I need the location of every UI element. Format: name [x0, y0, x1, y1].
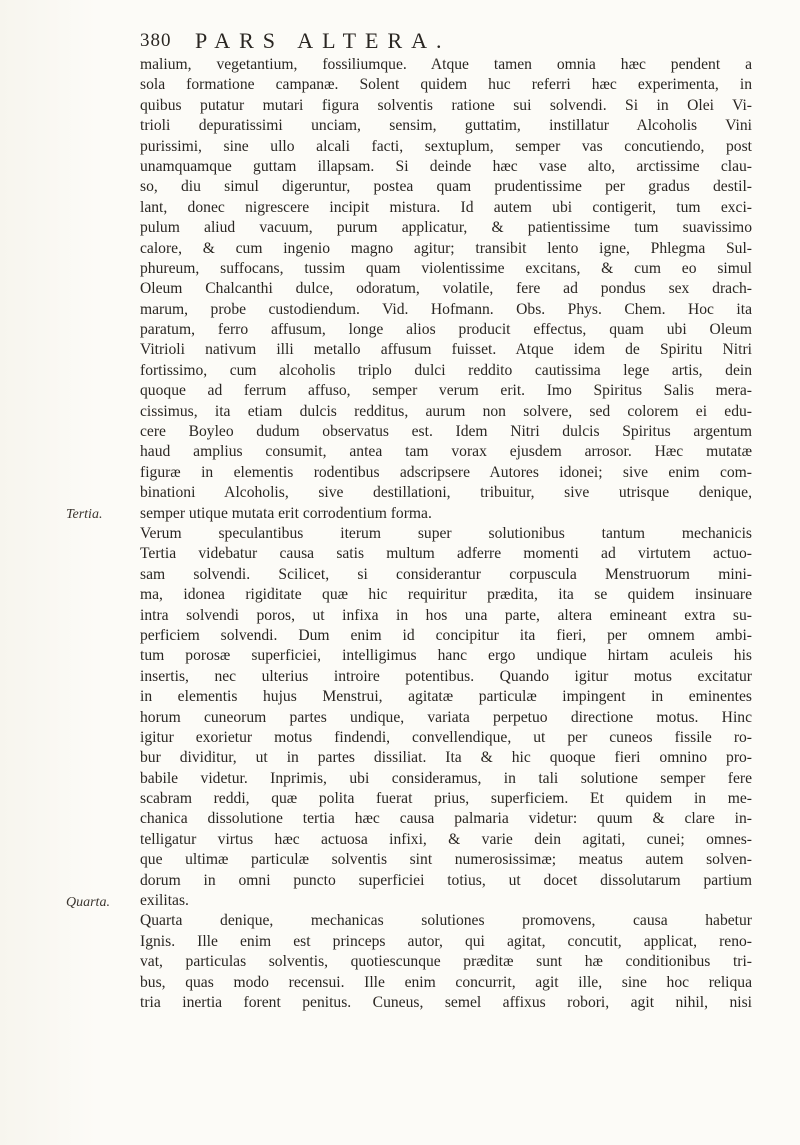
text-line: semper utique mutata erit corrodentium forma.	[140, 504, 432, 522]
text-line: fortissimo, cum alcoholis triplo dulci reddito cautissima lege artis, dein	[140, 361, 752, 379]
text-line: que ultimæ particulæ solventis sint numerosissimæ; meatus autem solven-	[140, 851, 752, 869]
text-line: malium, vegetantium, fossiliumque. Atque tamen omnia hæc pendent a	[140, 56, 752, 73]
text-line: chanica dissolutione tertia hæc causa palmaria videtur: quum & clare in-	[140, 810, 752, 828]
text-line: scabram reddi, quæ polita fuerat prius, superficiem. Et quidem in me-	[140, 790, 752, 808]
text-line: calore, & cum ingenio magno agitur; transibit lento igne, Phlegma Sul-	[140, 239, 752, 257]
text-line: Quarta denique, mechanicas solutiones promovens, causa habetur	[140, 912, 752, 930]
text-line: Vitrioli nativum illi metallo affusum fuisset. Atque idem de Spiritu Nitri	[140, 341, 752, 359]
text-line: cere Boyleo dudum observatus est. Idem Nitri dulcis Spiritus argentum	[140, 423, 752, 441]
text-line: dorum in omni puncto superficiei totius, ut docet dissolutarum partium	[140, 871, 752, 889]
text-line: pulum aliud vacuum, purum applicatur, & patientissime tum suavissimo	[140, 219, 752, 237]
text-line: vat, particulas solventis, quotiescunque præditæ sunt hæ conditionibus tri-	[140, 953, 752, 971]
text-line: binationi Alcoholis, sive destillationi, tribuitur, sive utrisque denique,	[140, 484, 752, 502]
text-line: Tertia videbatur causa satis multum adferre momenti ad virtutem actuo-	[140, 545, 752, 563]
text-line: haud amplius consumit, antea tam vorax ejusdem arrosor. Hæc mutatæ	[140, 443, 752, 461]
text-line: cissimus, ita etiam dulcis redditus, aurum non solvere, sed colorem ei edu-	[140, 402, 752, 420]
text-line: tria inertia forent penitus. Cuneus, semel affixus robori, agit nihil, nisi	[140, 993, 752, 1011]
margin-note-tertia: Tertia.	[66, 507, 103, 522]
text-line: insertis, nec ulterius introire potentibus. Quando igitur motus excitatur	[140, 667, 752, 685]
page-header	[140, 30, 750, 56]
text-line: lant, donec nigrescere incipit mistura. Id autem ubi contigerit, tum exci-	[140, 198, 752, 216]
text-line: exilitas.	[140, 892, 189, 910]
text-line: phureum, suffocans, tussim quam violentissime excitans, & cum eo simul	[140, 259, 752, 277]
text-line: perficiem solvendi. Dum enim id concipitur ita fieri, per omnem ambi-	[140, 626, 752, 644]
text-line: bus, quas modo recensui. Ille enim concurrit, agit ille, sine hoc reliqua	[140, 973, 752, 991]
text-line: trioli depuratissimi unciam, sensim, guttatim, instillatur Alcoholis Vini	[140, 117, 752, 135]
page-number: 380	[140, 30, 172, 51]
text-line: unamquamque guttam illapsam. Si deinde hæc vase alto, arctissime clau-	[140, 157, 752, 175]
text-line: figuræ in elementis rodentibus adscripsere Autores idonei; sive enim com-	[140, 463, 752, 481]
running-head: PARS ALTERA.	[195, 28, 451, 53]
text-line: quoque ad ferrum affuso, semper verum erit. Imo Spiritus Salis mera-	[140, 382, 752, 400]
text-line: ma, idonea rigiditate quæ hic requiritur prædita, ita se quidem insinuare	[140, 586, 752, 604]
text-line: quibus putatur mutari figura solventis ratione sui solvendi. Si in Olei Vi-	[140, 96, 752, 114]
text-line: horum cuneorum partes undique, variata perpetuo directione motus. Hinc	[140, 708, 752, 726]
text-line: tum porosæ superficiei, intelligimus hanc ergo undique hirtam aculeis his	[140, 647, 752, 665]
text-line: purissimi, sine ullo alcali facti, sextuplum, semper vas concutiendo, post	[140, 137, 752, 155]
text-line: telligatur virtus hæc actuosa infixi, & varie dein agitati, cunei; omnes-	[140, 830, 752, 848]
text-line: sam solvendi. Scilicet, si considerantur corpuscula Menstruorum mini-	[140, 565, 752, 583]
text-line: igitur exorietur motus findendi, convellendique, ut per cuneos fissile ro-	[140, 728, 752, 746]
text-line: babile videtur. Inprimis, ubi consideramus, in tali solutione semper fere	[140, 769, 752, 787]
text-line: marum, probe custodiendum. Vid. Hofmann. Obs. Phys. Chem. Hoc ita	[140, 300, 752, 318]
text-line: paratum, ferro affusum, longe alios producit effectus, quam ubi Oleum	[140, 321, 752, 339]
text-line: bur dividitur, ut in partes dissiliat. Ita & hic quoque fieri omnino pro-	[140, 749, 752, 767]
text-line: in elementis hujus Menstrui, agitatæ particulæ impingent in eminentes	[140, 688, 752, 706]
text-line: intra solvendi poros, ut infixa in hos una parte, altera emineant extra su-	[140, 606, 752, 624]
body-text	[140, 55, 752, 1013]
margin-note-quarta: Quarta.	[66, 895, 110, 910]
text-line: Oleum Chalcanthi dulce, odoratum, volatile, fere ad pondus sex drach-	[140, 280, 752, 298]
text-line: so, diu simul digeruntur, postea quam prudentissime per gradus destil-	[140, 178, 752, 196]
text-line: Ignis. Ille enim est princeps autor, qui agitat, concutit, applicat, reno-	[140, 932, 752, 950]
text-line: Verum speculantibus iterum super solutionibus tantum mechanicis	[140, 524, 752, 542]
text-line: sola formatione campanæ. Solent quidem huc referri hæc experimenta, in	[140, 76, 752, 94]
